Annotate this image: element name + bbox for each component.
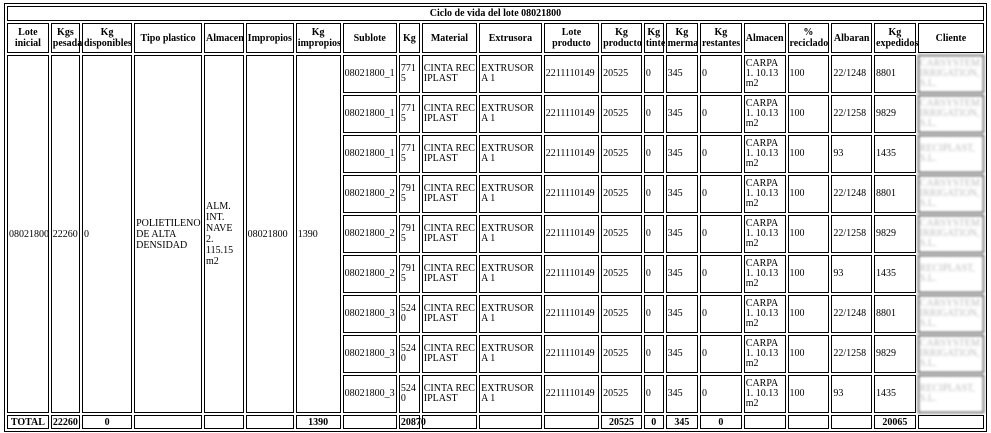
cell-kg-merma: 345 — [666, 175, 698, 213]
cell-lote-producto: 2211110149 — [544, 135, 599, 173]
cell-extrusora: EXTRUSORA 1 — [479, 135, 542, 173]
cell-kg-expedidos: 9829 — [874, 215, 916, 253]
total-kg-tinte: 0 — [644, 415, 664, 429]
cell-kg-tinte: 0 — [644, 295, 664, 333]
cell-kg-tinte: 0 — [644, 55, 664, 93]
cell-lote-producto: 2211110149 — [544, 95, 599, 133]
cell-kg-producto: 20525 — [601, 175, 642, 213]
table-body — [7, 55, 984, 413]
cell-kg-tinte: 0 — [644, 95, 664, 133]
report-container — [4, 3, 987, 432]
cell-almacen-producto: CARPA 1. 10.13 m2 — [744, 375, 786, 413]
cell-pct-reciclado: 100 — [788, 215, 830, 253]
cell-pct-reciclado: 100 — [788, 95, 830, 133]
cell-albaran: 22/1258 — [831, 95, 872, 133]
lot-lifecycle-table — [4, 3, 987, 432]
cell-material: CINTA RECIPLAST — [422, 95, 477, 133]
total-empty — [788, 415, 830, 429]
cell-pct-reciclado: 100 — [788, 295, 830, 333]
cell-material: CINTA RECIPLAST — [422, 175, 477, 213]
cell-sublote: 08021800_1 — [343, 55, 397, 93]
cell-kg-restantes: 0 — [700, 375, 742, 413]
total-empty — [544, 415, 599, 429]
cell-almacen-producto: CARPA 1. 10.13 m2 — [744, 255, 786, 293]
cell-extrusora: EXTRUSORA 1 — [479, 55, 542, 93]
cell-kg-producto: 20525 — [601, 55, 642, 93]
cell-kg-expedidos: 1435 — [874, 135, 916, 173]
cell-kg-merma: 345 — [666, 95, 698, 133]
cell-kg-merma: 345 — [666, 55, 698, 93]
header-almacen-producto: Almacen — [744, 23, 786, 53]
cell-kg: 7715 — [399, 135, 420, 173]
cell-kg: 7915 — [399, 215, 420, 253]
cell-kg: 5240 — [399, 295, 420, 333]
header-sublote: Sublote — [343, 23, 397, 53]
cell-material: CINTA RECIPLAST — [422, 295, 477, 333]
cell-albaran: 22/1248 — [831, 55, 872, 93]
cell-kg-tinte: 0 — [644, 175, 664, 213]
cell-cliente: CARSYSTEM IRRIGATION, S.L. — [918, 215, 984, 253]
cell-kg-merma: 345 — [666, 295, 698, 333]
cell-impropios: 08021800 — [246, 55, 294, 413]
header-lote-producto: Lote producto — [544, 23, 599, 53]
cell-kg-merma: 345 — [666, 255, 698, 293]
cell-lote-inicial: 08021800 — [7, 55, 49, 413]
header-row — [7, 23, 984, 53]
cell-material: CINTA RECIPLAST — [422, 135, 477, 173]
total-empty — [204, 415, 244, 429]
cell-kg-tinte: 0 — [644, 255, 664, 293]
cell-kg-restantes: 0 — [700, 55, 742, 93]
cell-almacen-producto: CARPA 1. 10.13 m2 — [744, 335, 786, 373]
cell-kg-expedidos: 1435 — [874, 255, 916, 293]
cell-lote-producto: 2211110149 — [544, 335, 599, 373]
cell-cliente: CARSYSTEM IRRIGATION, S.L. — [918, 335, 984, 373]
cell-kg-merma: 345 — [666, 215, 698, 253]
cell-kg-merma: 345 — [666, 375, 698, 413]
header-kg-expedidos: Kg expedidos — [874, 23, 916, 53]
cell-sublote: 08021800_3 — [343, 295, 397, 333]
cell-kgs-pesada: 22260 — [51, 55, 80, 413]
total-empty — [831, 415, 872, 429]
header-kgs-pesada: Kgs pesada — [51, 23, 80, 53]
cell-kg: 5240 — [399, 375, 420, 413]
cell-kg-tinte: 0 — [644, 375, 664, 413]
cell-kg-restantes: 0 — [700, 335, 742, 373]
cell-kg-expedidos: 8801 — [874, 55, 916, 93]
cell-albaran: 22/1258 — [831, 335, 872, 373]
total-empty — [918, 415, 984, 429]
cell-lote-producto: 2211110149 — [544, 255, 599, 293]
cell-almacen-producto: CARPA 1. 10.13 m2 — [744, 135, 786, 173]
cell-albaran: 93 — [831, 135, 872, 173]
cell-sublote: 08021800_2 — [343, 175, 397, 213]
cell-pct-reciclado: 100 — [788, 55, 830, 93]
cell-extrusora: EXTRUSORA 1 — [479, 375, 542, 413]
cell-material: CINTA RECIPLAST — [422, 335, 477, 373]
cell-kg: 7915 — [399, 255, 420, 293]
cell-kg-tinte: 0 — [644, 135, 664, 173]
cell-extrusora: EXTRUSORA 1 — [479, 255, 542, 293]
cell-sublote: 08021800_1 — [343, 135, 397, 173]
cell-cliente: CARSYSTEM IRRIGATION, S.L. — [918, 175, 984, 213]
cell-kg: 7715 — [399, 95, 420, 133]
cell-kg-restantes: 0 — [700, 175, 742, 213]
cell-tipo-plastico: POLIETILENO DE ALTA DENSIDAD — [134, 55, 202, 413]
cell-kg-producto: 20525 — [601, 95, 642, 133]
cell-lote-producto: 2211110149 — [544, 55, 599, 93]
cell-albaran: 93 — [831, 255, 872, 293]
cell-material: CINTA RECIPLAST — [422, 215, 477, 253]
cell-almacen-producto: CARPA 1. 10.13 m2 — [744, 295, 786, 333]
cell-kg-expedidos: 9829 — [874, 95, 916, 133]
cell-cliente: CARSYSTEM IRRIGATION, S.L. — [918, 55, 984, 93]
cell-lote-producto: 2211110149 — [544, 175, 599, 213]
cell-kg-producto: 20525 — [601, 255, 642, 293]
header-kg-tinte: Kg tinte — [644, 23, 664, 53]
cell-almacen: ALM. INT. NAVE 2. 115.15 m2 — [204, 55, 244, 413]
cell-kg-expedidos: 9829 — [874, 335, 916, 373]
total-empty — [422, 415, 477, 429]
cell-kg: 5240 — [399, 335, 420, 373]
cell-kg-expedidos: 8801 — [874, 295, 916, 333]
cell-pct-reciclado: 100 — [788, 335, 830, 373]
cell-sublote: 08021800_1 — [343, 95, 397, 133]
total-empty — [744, 415, 786, 429]
cell-albaran: 22/1248 — [831, 295, 872, 333]
cell-kg: 7915 — [399, 175, 420, 213]
cell-extrusora: EXTRUSORA 1 — [479, 295, 542, 333]
header-kg-producto: Kg producto — [601, 23, 642, 53]
cell-sublote: 08021800_3 — [343, 375, 397, 413]
cell-kg-disponibles: 0 — [82, 55, 132, 413]
cell-material: CINTA RECIPLAST — [422, 375, 477, 413]
total-kg-impropios: 1390 — [296, 415, 341, 429]
cell-almacen-producto: CARPA 1. 10.13 m2 — [744, 175, 786, 213]
total-kg-expedidos: 20065 — [874, 415, 916, 429]
header-pct-reciclado: % reciclado — [788, 23, 830, 53]
cell-cliente: RECIPLAST, S.L. — [918, 375, 984, 413]
cell-kg-expedidos: 8801 — [874, 175, 916, 213]
cell-sublote: 08021800_2 — [343, 215, 397, 253]
total-empty — [134, 415, 202, 429]
cell-pct-reciclado: 100 — [788, 375, 830, 413]
total-label: TOTAL — [7, 415, 49, 429]
header-cliente: Cliente — [918, 23, 984, 53]
cell-kg-expedidos: 1435 — [874, 375, 916, 413]
cell-kg-tinte: 0 — [644, 335, 664, 373]
cell-kg-restantes: 0 — [700, 95, 742, 133]
cell-sublote: 08021800_2 — [343, 255, 397, 293]
cell-material: CINTA RECIPLAST — [422, 255, 477, 293]
cell-kg-impropios: 1390 — [296, 55, 341, 413]
totals-row — [7, 415, 984, 429]
total-kg-disponibles: 0 — [82, 415, 132, 429]
cell-sublote: 08021800_3 — [343, 335, 397, 373]
header-material: Material — [422, 23, 477, 53]
cell-kg-merma: 345 — [666, 335, 698, 373]
header-kg-impropios: Kg impropios — [296, 23, 341, 53]
header-kg: Kg — [399, 23, 420, 53]
cell-kg-tinte: 0 — [644, 215, 664, 253]
total-empty — [246, 415, 294, 429]
cell-kg-restantes: 0 — [700, 135, 742, 173]
total-kgs-pesada: 22260 — [51, 415, 80, 429]
cell-almacen-producto: CARPA 1. 10.13 m2 — [744, 55, 786, 93]
cell-extrusora: EXTRUSORA 1 — [479, 175, 542, 213]
cell-cliente: CARSYSTEM IRRIGATION, S.L. — [918, 295, 984, 333]
total-kg-merma: 345 — [666, 415, 698, 429]
cell-pct-reciclado: 100 — [788, 255, 830, 293]
cell-albaran: 93 — [831, 375, 872, 413]
cell-extrusora: EXTRUSORA 1 — [479, 335, 542, 373]
cell-extrusora: EXTRUSORA 1 — [479, 95, 542, 133]
header-kg-disponibles: Kg disponibles — [82, 23, 132, 53]
cell-pct-reciclado: 100 — [788, 175, 830, 213]
cell-lote-producto: 2211110149 — [544, 295, 599, 333]
cell-kg-producto: 20525 — [601, 135, 642, 173]
header-lote-inicial: Lote inicial — [7, 23, 49, 53]
total-empty — [479, 415, 542, 429]
header-tipo-plastico: Tipo plastico — [134, 23, 202, 53]
header-extrusora: Extrusora — [479, 23, 542, 53]
total-kg-producto: 20525 — [601, 415, 642, 429]
cell-albaran: 22/1258 — [831, 215, 872, 253]
header-albaran: Albaran — [831, 23, 872, 53]
cell-kg-producto: 20525 — [601, 375, 642, 413]
report-title: Ciclo de vida del lote 08021800 — [7, 6, 984, 21]
cell-almacen-producto: CARPA 1. 10.13 m2 — [744, 215, 786, 253]
cell-kg-restantes: 0 — [700, 295, 742, 333]
cell-kg-producto: 20525 — [601, 335, 642, 373]
cell-albaran: 22/1248 — [831, 175, 872, 213]
cell-kg-merma: 345 — [666, 135, 698, 173]
cell-almacen-producto: CARPA 1. 10.13 m2 — [744, 95, 786, 133]
cell-lote-producto: 2211110149 — [544, 375, 599, 413]
header-kg-restantes: Kg restantes — [700, 23, 742, 53]
header-almacen: Almacen — [204, 23, 244, 53]
cell-cliente: CARSYSTEM IRRIGATION, S.L. — [918, 95, 984, 133]
table-row — [7, 55, 984, 93]
total-kg-restantes: 0 — [700, 415, 742, 429]
cell-cliente: RECIPLAST, S.L. — [918, 135, 984, 173]
header-kg-merma: Kg merma — [666, 23, 698, 53]
cell-lote-producto: 2211110149 — [544, 215, 599, 253]
cell-kg-restantes: 0 — [700, 255, 742, 293]
header-impropios: Impropios — [246, 23, 294, 53]
cell-extrusora: EXTRUSORA 1 — [479, 215, 542, 253]
cell-kg-producto: 20525 — [601, 215, 642, 253]
cell-kg-producto: 20525 — [601, 295, 642, 333]
cell-kg: 7715 — [399, 55, 420, 93]
cell-pct-reciclado: 100 — [788, 135, 830, 173]
total-empty — [343, 415, 397, 429]
cell-kg-restantes: 0 — [700, 215, 742, 253]
cell-material: CINTA RECIPLAST — [422, 55, 477, 93]
total-kg: 20870 — [400, 416, 426, 428]
cell-cliente: RECIPLAST, S.L. — [918, 255, 984, 293]
